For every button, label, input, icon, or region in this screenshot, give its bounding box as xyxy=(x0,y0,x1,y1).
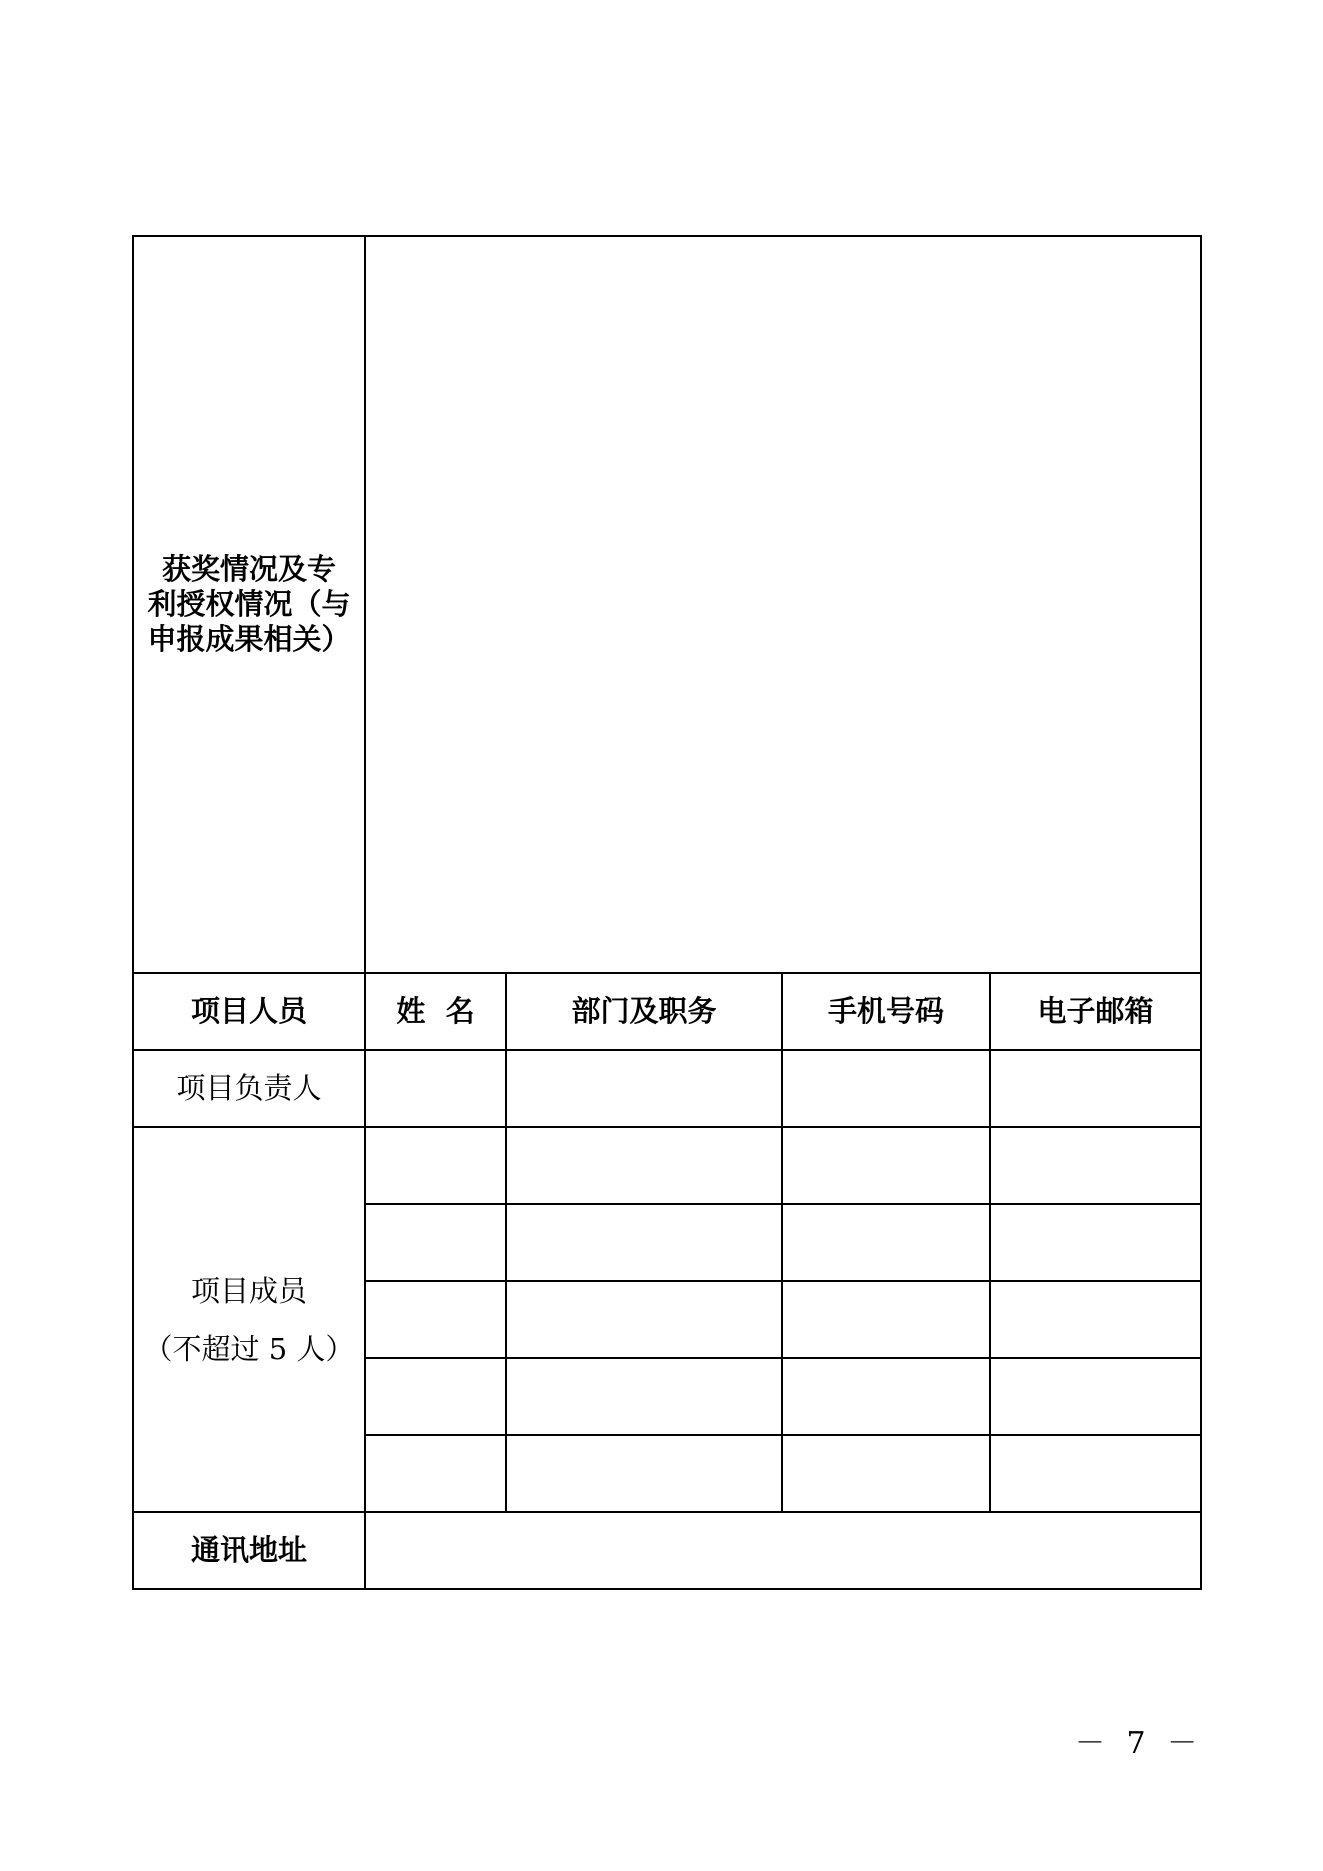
header-dept-title: 部门及职务 xyxy=(506,973,782,1050)
header-role: 项目人员 xyxy=(133,973,365,1050)
member-row xyxy=(133,1127,1201,1204)
header-phone: 手机号码 xyxy=(782,973,990,1050)
header-email: 电子邮箱 xyxy=(990,973,1201,1050)
awards-label-line-3: 申报成果相关） xyxy=(147,621,351,656)
application-form-table xyxy=(132,235,1202,1590)
member-dept-title-field[interactable] xyxy=(506,1204,782,1281)
member-phone-field[interactable] xyxy=(782,1358,990,1435)
member-name-field[interactable] xyxy=(365,1358,506,1435)
page-number: － 7 － xyxy=(1075,1726,1204,1761)
member-dept-title-field[interactable] xyxy=(506,1358,782,1435)
leader-dept-title-field[interactable] xyxy=(506,1050,782,1127)
member-dept-title-field[interactable] xyxy=(506,1127,782,1204)
member-email-field[interactable] xyxy=(990,1281,1201,1358)
project-leader-row xyxy=(133,1050,1201,1127)
awards-row xyxy=(133,236,1201,973)
awards-label xyxy=(133,236,365,973)
awards-label-line-2: 利授权情况（与 xyxy=(147,587,351,622)
member-phone-field[interactable] xyxy=(782,1204,990,1281)
member-dept-title-field[interactable] xyxy=(506,1281,782,1358)
members-label-line-2: （不超过 5 人） xyxy=(143,1331,355,1366)
member-email-field[interactable] xyxy=(990,1127,1201,1204)
member-name-field[interactable] xyxy=(365,1204,506,1281)
project-members-label xyxy=(133,1127,365,1512)
member-phone-field[interactable] xyxy=(782,1281,990,1358)
member-phone-field[interactable] xyxy=(782,1435,990,1512)
member-name-field[interactable] xyxy=(365,1127,506,1204)
member-email-field[interactable] xyxy=(990,1435,1201,1512)
member-email-field[interactable] xyxy=(990,1204,1201,1281)
member-name-field[interactable] xyxy=(365,1435,506,1512)
member-phone-field[interactable] xyxy=(782,1127,990,1204)
address-field[interactable] xyxy=(365,1512,1201,1589)
personnel-header-row xyxy=(133,973,1201,1050)
project-leader-label: 项目负责人 xyxy=(133,1050,365,1127)
address-row xyxy=(133,1512,1201,1589)
awards-label-line-1: 获奖情况及专 xyxy=(161,552,336,587)
member-email-field[interactable] xyxy=(990,1358,1201,1435)
leader-email-field[interactable] xyxy=(990,1050,1201,1127)
leader-name-field[interactable] xyxy=(365,1050,506,1127)
awards-content-field[interactable] xyxy=(365,236,1201,973)
members-label-line-1: 项目成员 xyxy=(190,1273,307,1308)
address-label: 通讯地址 xyxy=(133,1512,365,1589)
leader-phone-field[interactable] xyxy=(782,1050,990,1127)
member-name-field[interactable] xyxy=(365,1281,506,1358)
header-name: 姓 名 xyxy=(365,973,506,1050)
member-dept-title-field[interactable] xyxy=(506,1435,782,1512)
